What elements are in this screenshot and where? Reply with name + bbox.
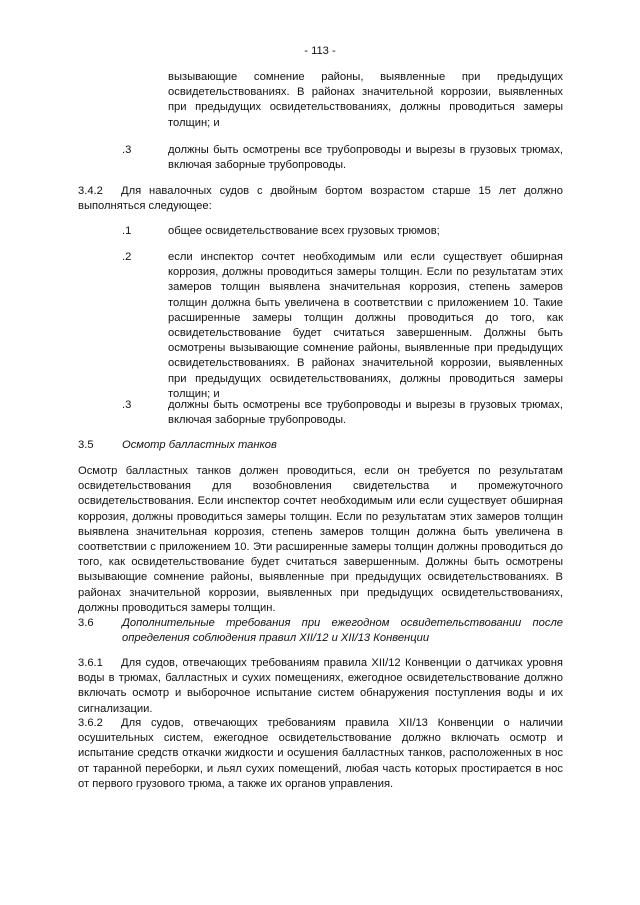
item-number: .3 [122,144,132,156]
list-item-text [168,398,563,428]
item-number: .1 [122,225,132,237]
paragraph-text: общее освидетельствование всех грузовых трюмов; [168,225,440,237]
section-number: 3.6.1 [78,657,103,669]
section-3-6-2-paragraph [78,716,563,792]
section-text: Для судов, отвечающих требованиям правила XII/12 Конвенции о датчиках уровня воды в трюмах, балластных и сухих помещениях, ежегодное освидетельствование должно включать осмотр и выборочное испытание систем обнаружения поступления воды и их сигнализации. [78,657,563,715]
section-3-5-paragraph [78,464,563,616]
section-number: 3.6 [78,617,94,629]
section-text: Для судов, отвечающих требованиям правила XII/13 Конвенции о наличии осушительных систем, ежегодное освидетельствование должно включать осмотр и испытание средств откачки жидкости и осушения балластных танков, расположенных в нос от таранной переборки, и льял сухих помещений, любая часть которых простирается в нос от первого грузового трюма, а также их органов управления. [78,717,563,790]
section-text: Для навалочных судов с двойным бортом возрастом старше 15 лет должно выполняться следующее: [78,185,563,213]
paragraph-text: должны быть осмотрены все трубопроводы и вырезы в грузовых трюмах, включая заборные трубопроводы. [168,399,563,427]
section-heading: Осмотр балластных танков [122,439,277,451]
section-number: 3.5 [78,439,94,451]
item-number: .2 [122,251,132,263]
list-item-text [168,224,563,239]
list-item-text [168,250,563,402]
section-3-6-1-paragraph [78,656,563,717]
page-number: - 113 - [304,45,336,57]
paragraph-text: вызывающие сомнение районы, выявленные при предыдущих освидетельствованиях. В районах значительной коррозии, выявленных при предыдущих освидетельствованиях, должны проводиться замеры толщин; и [168,71,563,129]
list-item-text [168,143,563,173]
section-number: 3.4.2 [78,185,103,197]
section-heading: Дополнительные требования при ежегодном освидетельствовании после определения соблюдения правил XII/12 и XII/13 Конвенции [122,617,563,645]
section-3-4-2-paragraph [78,184,563,214]
paragraph-text [78,184,563,214]
continued-item-text [168,70,563,131]
paragraph-text [78,716,563,792]
paragraph-text: должны быть осмотрены все трубопроводы и вырезы в грузовых трюмах, включая заборные трубопроводы. [168,144,563,172]
section-number: 3.6.2 [78,717,103,729]
paragraph-text: Осмотр балластных танков должен проводиться, если он требуется по результатам освидетельствования для возобновления свидетельства и промежуточного освидетельствования. Если инспектор сочтет необходимым или если существует обширная коррозия, должны проводиться замеры толщин. Если по результатам этих замеров толщин выявлена значительная коррозия, степень замеров толщин должна быть увеличена в соответствии с приложением 10. Эти расширенные замеры толщин должны проводиться до того, как освидетельствование будет считаться завершенным. Должны быть осмотрены вызывающие сомнение районы, выявленные при предыдущих освидетельствованиях. В районах значительной коррозии, выявленных при предыдущих освидетельствованиях, должны проводиться замеры толщин. [78,465,563,614]
paragraph-text [78,656,563,717]
item-number: .3 [122,399,132,411]
paragraph-text: если инспектор сочтет необходимым или если существует обширная коррозия, должны проводиться замеры толщин. Если по результатам этих замеров толщин выявлена значительная коррозия, степень замеров толщин должна быть увеличена в соответствии с приложением 10. Такие расширенные замеры толщин должны проводиться до того, как освидетельствование будет считаться завершенным. Должны быть осмотрены вызывающие сомнение районы, выявленные при предыдущих освидетельствованиях. В районах значительной коррозии, выявленных при предыдущих освидетельствованиях, должны проводиться замеры толщин; и [168,251,563,400]
